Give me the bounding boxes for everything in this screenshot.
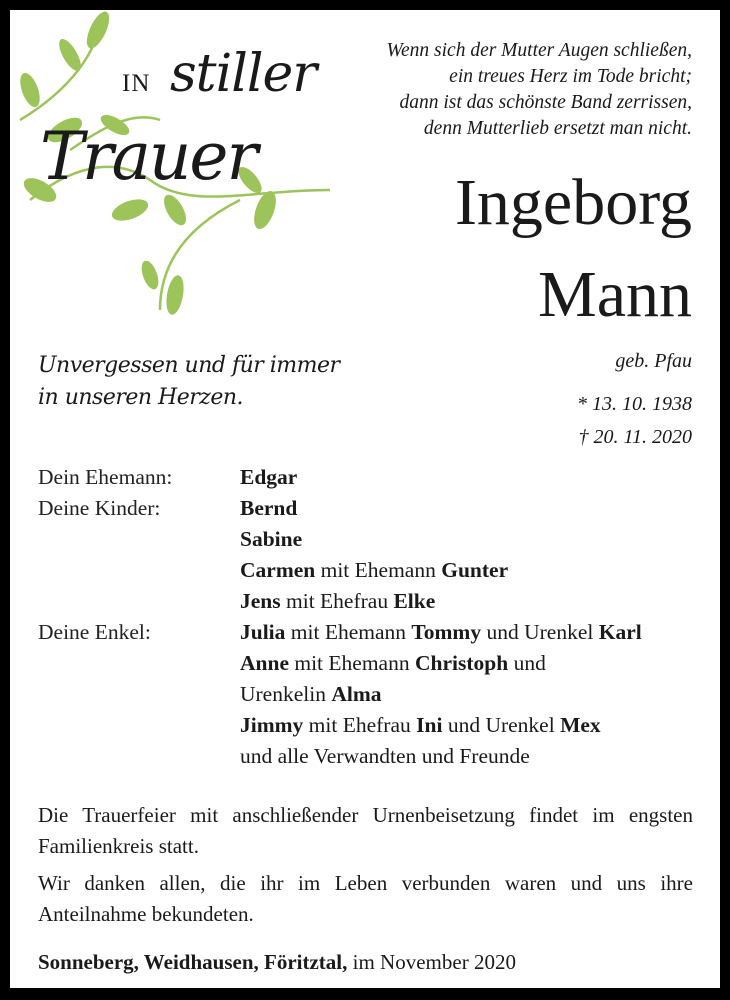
closing-places: Sonneberg, Weidhausen, Föritztal, (38, 950, 348, 974)
family-name: Gunter (441, 558, 509, 582)
family-row (38, 555, 698, 586)
family-text: und (508, 651, 546, 675)
family-name: Mex (560, 713, 601, 737)
family-name: Christoph (414, 651, 509, 675)
family-name: Elke (393, 589, 436, 613)
birth-date: * 13. 10. 1938 (577, 393, 692, 415)
deceased-first-name: Ingeborg (454, 166, 692, 239)
family-row (38, 586, 698, 617)
family-name: Tommy (411, 620, 482, 644)
family-row (38, 462, 698, 493)
family-text: und alle Verwandten und Freunde (240, 744, 530, 768)
family-text: Urenkelin (240, 682, 332, 706)
family-name: Julia (240, 620, 286, 644)
obituary-card (10, 10, 720, 988)
family-name: Jens (240, 589, 281, 613)
family-name: Jimmy (240, 713, 304, 737)
memorial-motto (38, 350, 358, 414)
memorial-poem (312, 38, 692, 142)
family-label: Deine Enkel: (38, 620, 151, 644)
family-name: Alma (331, 682, 382, 706)
logo-stiller-text: stiller (170, 44, 317, 104)
family-label: Dein Ehemann: (38, 465, 173, 489)
closing-line (38, 950, 516, 975)
family-text: und Urenkel (442, 713, 561, 737)
family-row (38, 617, 698, 648)
family-row (38, 679, 698, 710)
family-row (38, 741, 698, 772)
family-text: mit Ehemann (315, 558, 442, 582)
death-date: † 20. 11. 2020 (578, 426, 692, 448)
deceased-last-name: Mann (538, 258, 692, 331)
family-row (38, 648, 698, 679)
family-row (38, 710, 698, 741)
family-name: Ini (416, 713, 443, 737)
poem-line: ein treues Herz im Tode bricht; (449, 66, 692, 87)
logo-in-text: IN (122, 70, 151, 97)
family-name: Carmen (240, 558, 316, 582)
logo-trauer-text: Trauer (40, 118, 257, 195)
family-name: Anne (240, 651, 289, 675)
family-text: mit Ehemann (288, 651, 415, 675)
family-label: Deine Kinder: (38, 496, 161, 520)
funeral-notice: Die Trauerfeier mit anschließender Urnenbeisetzung findet im engsten Familienkreis statt. (38, 803, 693, 858)
poem-line: denn Mutterlieb ersetzt man nicht. (423, 118, 692, 139)
family-text: mit Ehefrau (280, 589, 394, 613)
family-text: mit Ehemann (285, 620, 412, 644)
family-row (38, 493, 698, 524)
closing-date: im November 2020 (347, 950, 516, 974)
family-name: Sabine (240, 527, 303, 551)
life-dates (577, 388, 692, 454)
family-row (38, 524, 698, 555)
family-text: und Urenkel (481, 620, 599, 644)
poem-line: Wenn sich der Mutter Augen schließen, (386, 40, 692, 61)
thanks-notice: Wir danken allen, die ihr im Leben verbunden waren und uns ihre Anteilnahme bekundeten. (38, 871, 693, 926)
family-name: Edgar (240, 465, 298, 489)
family-name: Karl (598, 620, 642, 644)
motto-line: Unvergessen und für immer (38, 353, 340, 378)
maiden-name: geb. Pfau (615, 350, 692, 372)
poem-line: dann ist das schönste Band zerrissen, (399, 92, 692, 113)
family-list (38, 462, 698, 772)
family-name: Bernd (240, 496, 298, 520)
motto-line: in unseren Herzen. (38, 385, 244, 410)
family-text: mit Ehefrau (303, 713, 417, 737)
